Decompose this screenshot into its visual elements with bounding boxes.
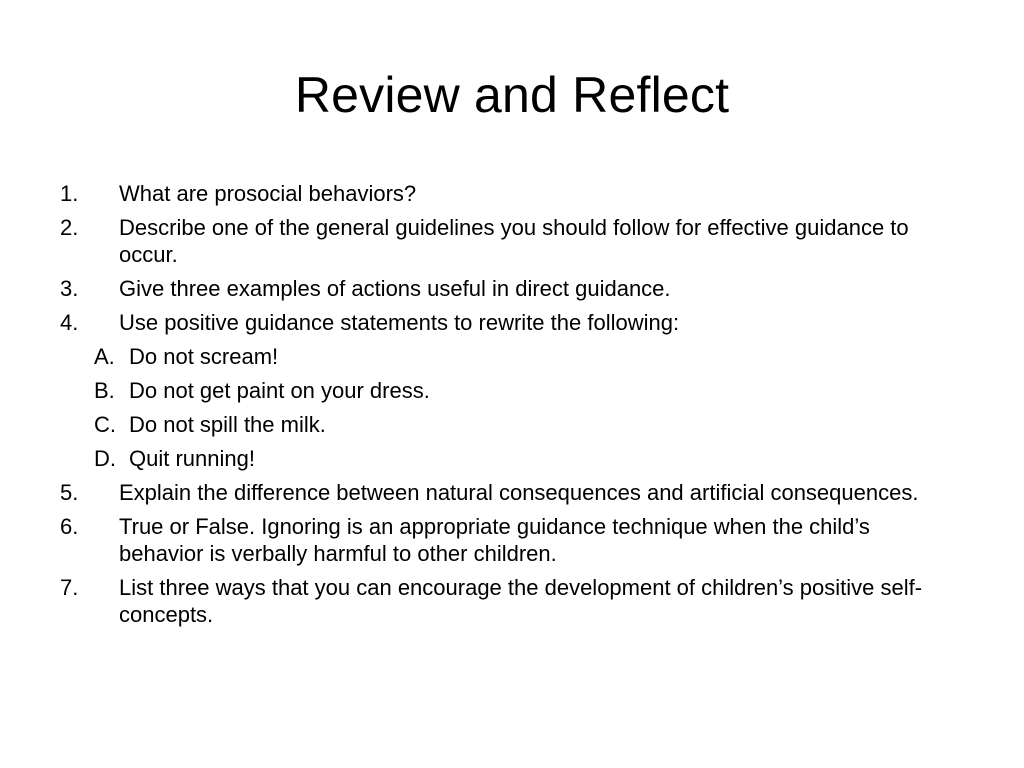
question-item-4 [60, 309, 960, 336]
sub-item-b [94, 377, 960, 404]
question-number: 2. [60, 215, 79, 240]
question-text: What are prosocial behaviors? [119, 181, 417, 206]
sub-item-text: Do not scream! [129, 344, 279, 369]
sub-item-text: Do not get paint on your dress. [129, 378, 430, 403]
question-number: 7. [60, 575, 79, 600]
sub-item-d [94, 445, 960, 472]
sub-item-letter: B. [94, 378, 115, 403]
sub-item-a [94, 343, 960, 370]
question-text: True or False. Ignoring is an appropriate guidance technique when the child’s behavior is verbally harmful to other children. [119, 514, 870, 566]
question-number: 6. [60, 514, 79, 539]
question-text: Explain the difference between natural consequences and artificial consequences. [119, 480, 919, 505]
sub-item-text: Do not spill the milk. [129, 412, 326, 437]
question-item-1 [60, 180, 960, 207]
question-number: 4. [60, 310, 79, 335]
question-number: 5. [60, 480, 79, 505]
question-text: Describe one of the general guidelines you should follow for effective guidance to occur. [119, 215, 909, 267]
question-number: 3. [60, 276, 79, 301]
slide-title: Review and Reflect [294, 67, 730, 123]
question-text: List three ways that you can encourage the development of children’s positive self-concepts. [119, 575, 923, 627]
sub-item-letter: D. [94, 446, 116, 471]
sub-item-letter: A. [94, 344, 115, 369]
question-number: 1. [60, 181, 79, 206]
question-item-2 [60, 214, 960, 268]
sub-item-c [94, 411, 960, 438]
question-text: Give three examples of actions useful in direct guidance. [119, 276, 671, 301]
question-item-6 [60, 513, 960, 567]
question-list [60, 180, 960, 635]
sub-item-text: Quit running! [129, 446, 255, 471]
question-item-3 [60, 275, 960, 302]
question-item-5 [60, 479, 960, 506]
question-text: Use positive guidance statements to rewrite the following: [119, 310, 680, 335]
sub-item-letter: C. [94, 412, 116, 437]
question-item-7 [60, 574, 960, 628]
